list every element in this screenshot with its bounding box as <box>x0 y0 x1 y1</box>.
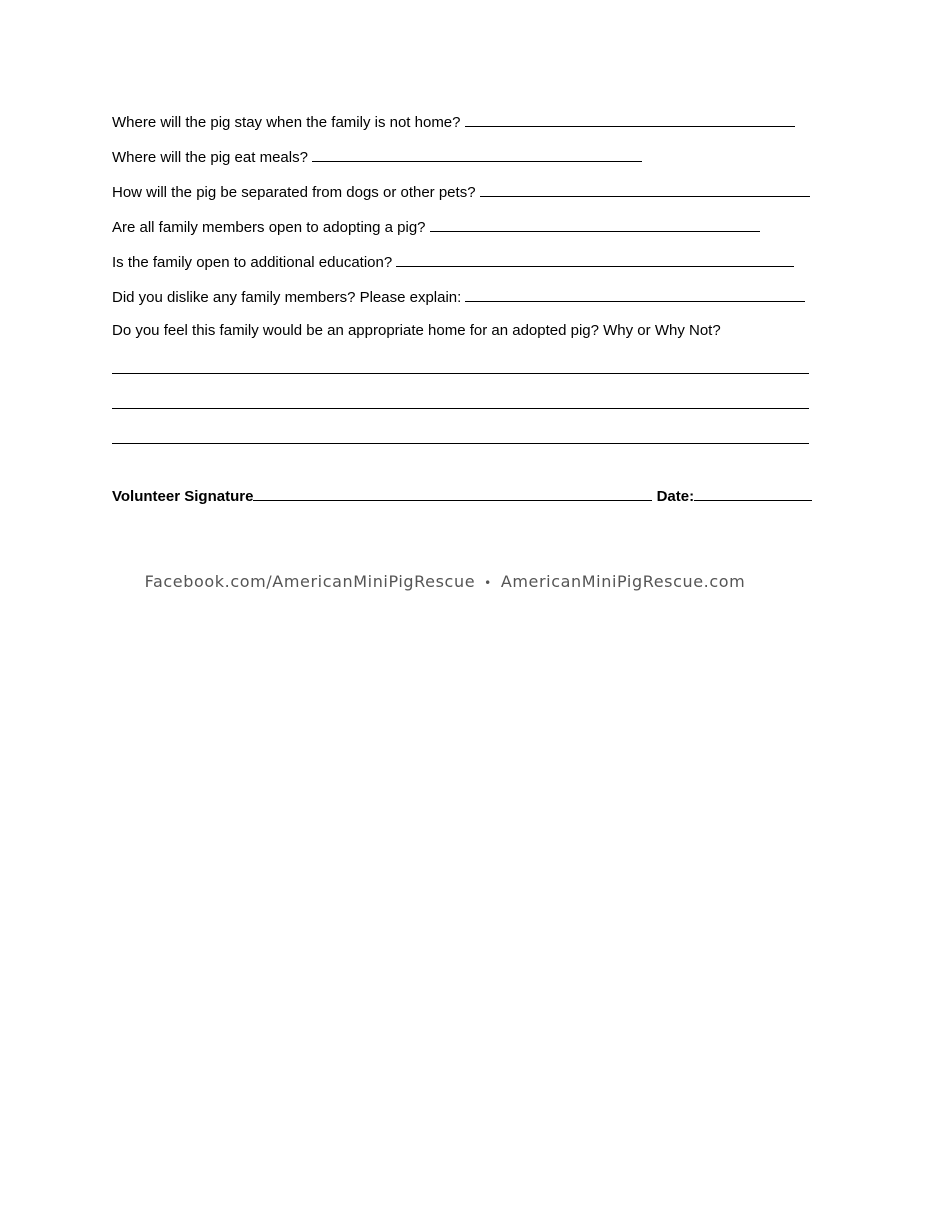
footer-separator: • <box>484 575 492 590</box>
question-pig-stay <box>112 111 795 133</box>
question-text: How will the pig be separated from dogs or other pets? <box>112 184 476 201</box>
signature-row <box>112 485 812 505</box>
answer-line[interactable] <box>480 181 810 197</box>
question-text: Where will the pig stay when the family is not home? <box>112 114 461 131</box>
answer-line-3[interactable] <box>112 443 809 444</box>
signature-label: Volunteer Signature <box>112 488 254 505</box>
date-line[interactable] <box>694 485 812 501</box>
question-text: Is the family open to additional education? <box>112 254 393 271</box>
footer <box>0 572 890 591</box>
answer-line[interactable] <box>465 286 805 302</box>
website-link[interactable]: AmericanMiniPigRescue.com <box>500 572 746 591</box>
answer-line[interactable] <box>430 216 760 232</box>
answer-line-1[interactable] <box>112 373 809 374</box>
answer-line[interactable] <box>465 111 795 127</box>
question-education <box>112 251 794 273</box>
question-text: Are all family members open to adopting a pig? <box>112 219 426 236</box>
question-dislike-members <box>112 286 805 308</box>
signature-line[interactable] <box>253 485 652 501</box>
question-appropriate-home <box>112 321 721 341</box>
answer-line-2[interactable] <box>112 408 809 409</box>
question-pig-separation <box>112 181 810 203</box>
question-family-open <box>112 216 760 238</box>
date-label: Date: <box>656 488 695 505</box>
answer-line[interactable] <box>312 146 642 162</box>
question-text: Do you feel this family would be an appropriate home for an adopted pig? Why or Why Not? <box>112 322 721 339</box>
question-text: Did you dislike any family members? Please explain: <box>112 289 462 306</box>
answer-line[interactable] <box>396 251 794 267</box>
facebook-link[interactable]: Facebook.com/AmericanMiniPigRescue <box>144 572 476 591</box>
question-pig-meals <box>112 146 642 168</box>
question-text: Where will the pig eat meals? <box>112 149 308 166</box>
